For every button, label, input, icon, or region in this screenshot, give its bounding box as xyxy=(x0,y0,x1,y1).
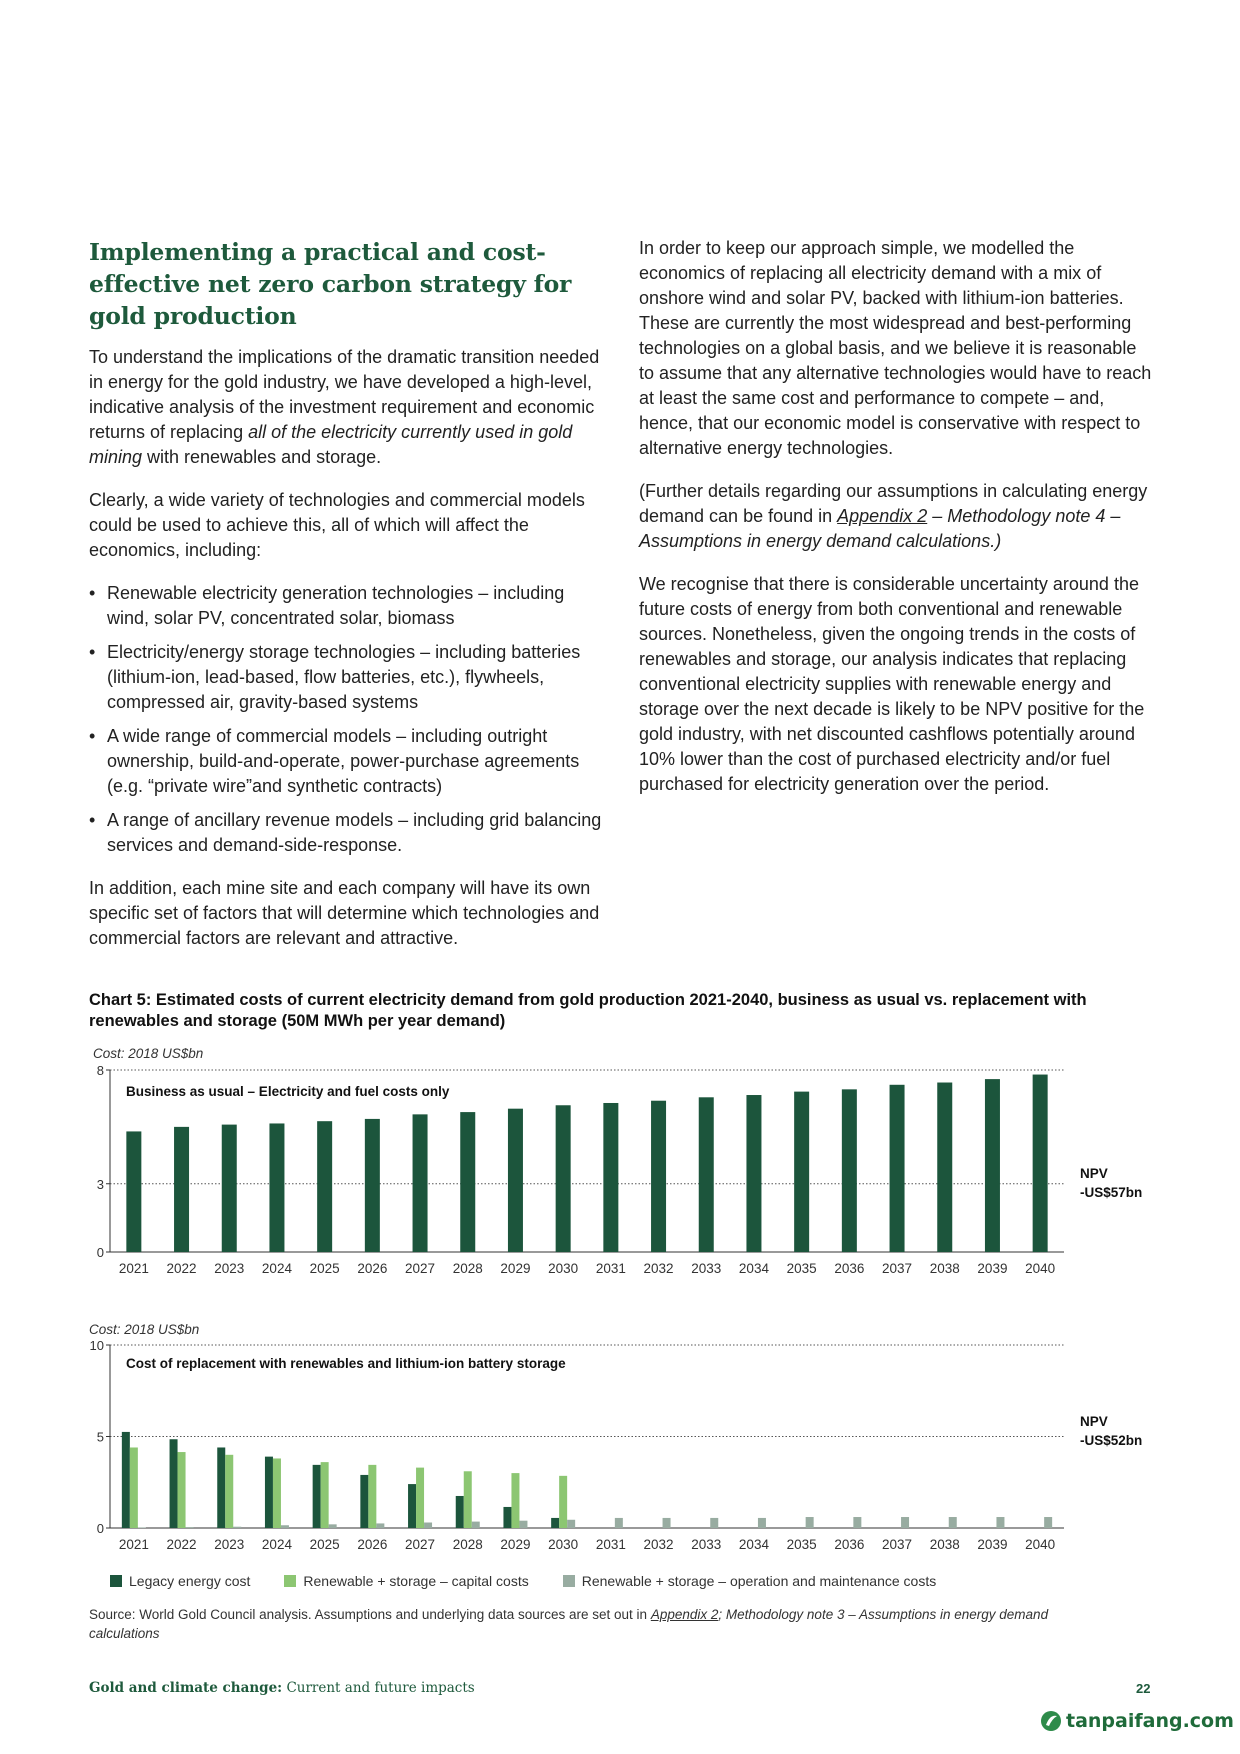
appendix-link[interactable]: Appendix 2 xyxy=(837,506,928,526)
y-tick-label: 3 xyxy=(96,1176,104,1192)
x-tick-label: 2024 xyxy=(261,1537,292,1552)
bullet-item: • A range of ancillary revenue models – including grid balancing services and demand-side-response. xyxy=(89,808,604,858)
bar xyxy=(503,1507,511,1528)
legend-swatch-om xyxy=(563,1575,575,1587)
bar xyxy=(424,1523,432,1528)
bar xyxy=(368,1465,376,1528)
bullet-item: • Renewable electricity generation technologies – including wind, solar PV, concentrated solar, biomass xyxy=(89,581,604,631)
chart-inner-title: Business as usual – Electricity and fuel costs only xyxy=(126,1084,450,1099)
bar xyxy=(842,1089,857,1252)
section-heading: Implementing a practical and cost-effective net zero carbon strategy for gold production xyxy=(89,238,572,330)
x-tick-label: 2038 xyxy=(929,1537,960,1552)
x-tick-label: 2029 xyxy=(500,1537,531,1552)
bar xyxy=(416,1468,424,1528)
bar xyxy=(321,1462,329,1528)
legend-item-capital xyxy=(284,1573,528,1589)
y-tick-label: 0 xyxy=(96,1521,104,1536)
x-tick-label: 2030 xyxy=(548,1537,579,1552)
x-tick-label: 2034 xyxy=(738,1537,769,1552)
bar xyxy=(901,1517,909,1528)
x-tick-label: 2022 xyxy=(166,1261,197,1276)
x-tick-label: 2025 xyxy=(309,1537,340,1552)
bar xyxy=(317,1121,332,1252)
bar xyxy=(122,1432,130,1528)
left-paragraph-2: Clearly, a wide variety of technologies and commercial models could be used to achieve this, all of which will affect the economics, including: xyxy=(89,490,585,560)
chart-legend xyxy=(110,1573,970,1589)
bullet-item: • Electricity/energy storage technologies – including batteries (lithium-ion, lead-based, flow batteries, etc.), flywheels, compressed air, gravity-based systems xyxy=(89,640,604,715)
bar xyxy=(519,1521,527,1528)
x-tick-label: 2027 xyxy=(405,1537,436,1552)
x-tick-label: 2026 xyxy=(357,1537,388,1552)
npv-value: -US$52bn xyxy=(1080,1433,1143,1448)
chart2-y-unit: Cost: 2018 US$bn xyxy=(89,1322,200,1337)
x-tick-label: 2028 xyxy=(452,1537,483,1552)
bar xyxy=(222,1125,237,1252)
bar xyxy=(758,1518,766,1528)
bar xyxy=(360,1475,368,1528)
bar xyxy=(174,1127,189,1252)
bar xyxy=(937,1083,952,1252)
legend-item-om xyxy=(563,1573,937,1589)
x-tick-label: 2032 xyxy=(643,1537,674,1552)
bullet-item: • A wide range of commercial models – including outright ownership, build-and-operate, power-purchase agreements (e.g. “private wire”and synthetic contracts) xyxy=(89,724,604,799)
x-tick-label: 2028 xyxy=(452,1261,483,1276)
x-tick-label: 2023 xyxy=(214,1537,245,1552)
npv-label: NPV xyxy=(1080,1166,1108,1181)
bar xyxy=(178,1452,186,1528)
x-tick-label: 2030 xyxy=(548,1261,579,1276)
x-tick-label: 2035 xyxy=(786,1261,817,1276)
chart-source: Source: World Gold Council analysis. Assumptions and underlying data sources are set out in Appendix 2; Methodology note 3 – Assumptions in energy demand calculations xyxy=(89,1607,1049,1641)
bar xyxy=(365,1119,380,1252)
x-tick-label: 2040 xyxy=(1025,1261,1056,1276)
bar xyxy=(186,1527,194,1528)
bar xyxy=(508,1109,523,1252)
y-tick-label: 8 xyxy=(96,1063,104,1078)
bau-chart xyxy=(0,1060,1240,1300)
y-tick-label: 5 xyxy=(96,1429,104,1445)
legend-swatch-legacy xyxy=(110,1575,122,1587)
bar xyxy=(408,1484,416,1528)
watermark-logo-icon xyxy=(1040,1710,1062,1732)
bar xyxy=(265,1457,273,1528)
bar xyxy=(376,1523,384,1528)
bar xyxy=(269,1123,284,1252)
bar xyxy=(985,1079,1000,1252)
bar xyxy=(556,1105,571,1252)
bar xyxy=(313,1465,321,1528)
x-tick-label: 2033 xyxy=(691,1537,722,1552)
x-tick-label: 2038 xyxy=(929,1261,960,1276)
bar xyxy=(949,1517,957,1528)
bar xyxy=(281,1525,289,1528)
x-tick-label: 2025 xyxy=(309,1261,340,1276)
left-paragraph-1: To understand the implications of the dramatic transition needed in energy for the gold industry, we have developed a high-level, indicative analysis of the investment requirement and economic returns of replacing all of the electricity currently used in gold mining with renewables and storage. xyxy=(89,347,600,467)
bar xyxy=(464,1471,472,1528)
x-tick-label: 2027 xyxy=(405,1261,436,1276)
x-tick-label: 2024 xyxy=(261,1261,292,1276)
bar xyxy=(273,1458,281,1528)
x-tick-label: 2036 xyxy=(834,1537,865,1552)
watermark xyxy=(1040,1710,1234,1732)
x-tick-label: 2021 xyxy=(118,1537,149,1552)
x-tick-label: 2031 xyxy=(595,1537,626,1552)
bar xyxy=(651,1101,666,1252)
chart1-y-unit: Cost: 2018 US$bn xyxy=(93,1046,204,1061)
source-appendix-link[interactable]: Appendix 2 xyxy=(650,1607,719,1622)
bar xyxy=(472,1522,480,1528)
x-tick-label: 2029 xyxy=(500,1261,531,1276)
x-tick-label: 2039 xyxy=(977,1261,1008,1276)
bar xyxy=(615,1518,623,1528)
bar xyxy=(567,1520,575,1528)
bar xyxy=(329,1524,337,1528)
footer-title: Gold and climate change: Current and future impacts xyxy=(89,1680,475,1696)
x-tick-label: 2037 xyxy=(882,1261,913,1276)
bar xyxy=(746,1095,761,1252)
bar xyxy=(233,1527,241,1528)
right-paragraph-1: In order to keep our approach simple, we modelled the economics of replacing all electricity demand with a mix of onshore wind and solar PV, backed with lithium-ion batteries. These are currently the most widespread and best-performing technologies on a global basis, and we believe it is reasonable to assume that any alternative technologies would have to reach at least the same cost and performance to compete – and, hence, that our economic model is conservative with respect to alternative energy technologies. xyxy=(639,238,1152,458)
x-tick-label: 2022 xyxy=(166,1537,197,1552)
bar xyxy=(511,1473,519,1528)
bar xyxy=(1033,1075,1048,1252)
x-tick-label: 2037 xyxy=(882,1537,913,1552)
x-tick-label: 2035 xyxy=(786,1537,817,1552)
bar xyxy=(890,1085,905,1252)
watermark-text: tanpaifang.com xyxy=(1066,1710,1234,1732)
bar xyxy=(225,1455,233,1528)
bar xyxy=(138,1527,146,1528)
y-tick-label: 0 xyxy=(96,1245,104,1260)
bullet-list xyxy=(89,581,604,858)
chart-title: Chart 5: Estimated costs of current electricity demand from gold production 2021-2040, business as usual vs. replacement with renewables and storage (50M MWh per year demand) xyxy=(89,991,1087,1030)
bar xyxy=(996,1517,1004,1528)
legend-swatch-capital xyxy=(284,1575,296,1587)
bar xyxy=(456,1496,464,1528)
right-column xyxy=(639,236,1154,815)
bar xyxy=(170,1439,178,1528)
bar xyxy=(126,1131,141,1252)
bar xyxy=(1044,1517,1052,1528)
x-tick-label: 2033 xyxy=(691,1261,722,1276)
chart-inner-title: Cost of replacement with renewables and lithium-ion battery storage xyxy=(126,1356,566,1371)
bar xyxy=(806,1517,814,1528)
x-tick-label: 2031 xyxy=(595,1261,626,1276)
bar xyxy=(413,1114,428,1252)
legend-label-legacy: Legacy energy cost xyxy=(129,1573,251,1589)
right-paragraph-3: We recognise that there is considerable uncertainty around the future costs of energy from both conventional and renewable sources. Nonetheless, given the ongoing trends in the costs of renewables and storage, our analysis indicates that replacing conventional electricity supplies with renewable energy and storage over the next decade is likely to be NPV positive for the gold industry, with net discounted cashflows potentially around 10% lower than the cost of purchased electricity and/or fuel purchased for electricity generation over the period. xyxy=(639,574,1145,794)
bar xyxy=(663,1518,671,1528)
bar xyxy=(794,1092,809,1252)
bar xyxy=(710,1518,718,1528)
x-tick-label: 2036 xyxy=(834,1261,865,1276)
bar xyxy=(699,1097,714,1252)
bar xyxy=(130,1447,138,1528)
x-tick-label: 2034 xyxy=(738,1261,769,1276)
npv-label: NPV xyxy=(1080,1414,1108,1429)
legend-label-capital: Renewable + storage – capital costs xyxy=(303,1573,529,1589)
x-tick-label: 2023 xyxy=(214,1261,245,1276)
y-tick-label: 10 xyxy=(89,1338,104,1353)
bar xyxy=(603,1103,618,1252)
x-tick-label: 2039 xyxy=(977,1537,1008,1552)
bar xyxy=(551,1518,559,1528)
left-column xyxy=(89,236,604,969)
bar xyxy=(559,1476,567,1528)
x-tick-label: 2021 xyxy=(118,1261,149,1276)
bar xyxy=(460,1112,475,1252)
npv-value: -US$57bn xyxy=(1080,1185,1143,1200)
x-tick-label: 2040 xyxy=(1025,1537,1056,1552)
left-paragraph-3: In addition, each mine site and each company will have its own specific set of factors that will determine which technologies and commercial factors are relevant and attractive. xyxy=(89,878,600,948)
bar xyxy=(853,1517,861,1528)
x-tick-label: 2026 xyxy=(357,1261,388,1276)
legend-label-om: Renewable + storage – operation and maintenance costs xyxy=(581,1573,937,1589)
replacement-chart xyxy=(0,1336,1240,1566)
legend-item-legacy xyxy=(110,1573,250,1589)
x-tick-label: 2032 xyxy=(643,1261,674,1276)
bar xyxy=(217,1447,225,1528)
right-paragraph-2: (Further details regarding our assumptions in calculating energy demand can be found in Appendix 2 – Methodology note 4 – Assumptions in energy demand calculations.) xyxy=(639,481,1148,551)
page-number: 22 xyxy=(1136,1681,1151,1696)
